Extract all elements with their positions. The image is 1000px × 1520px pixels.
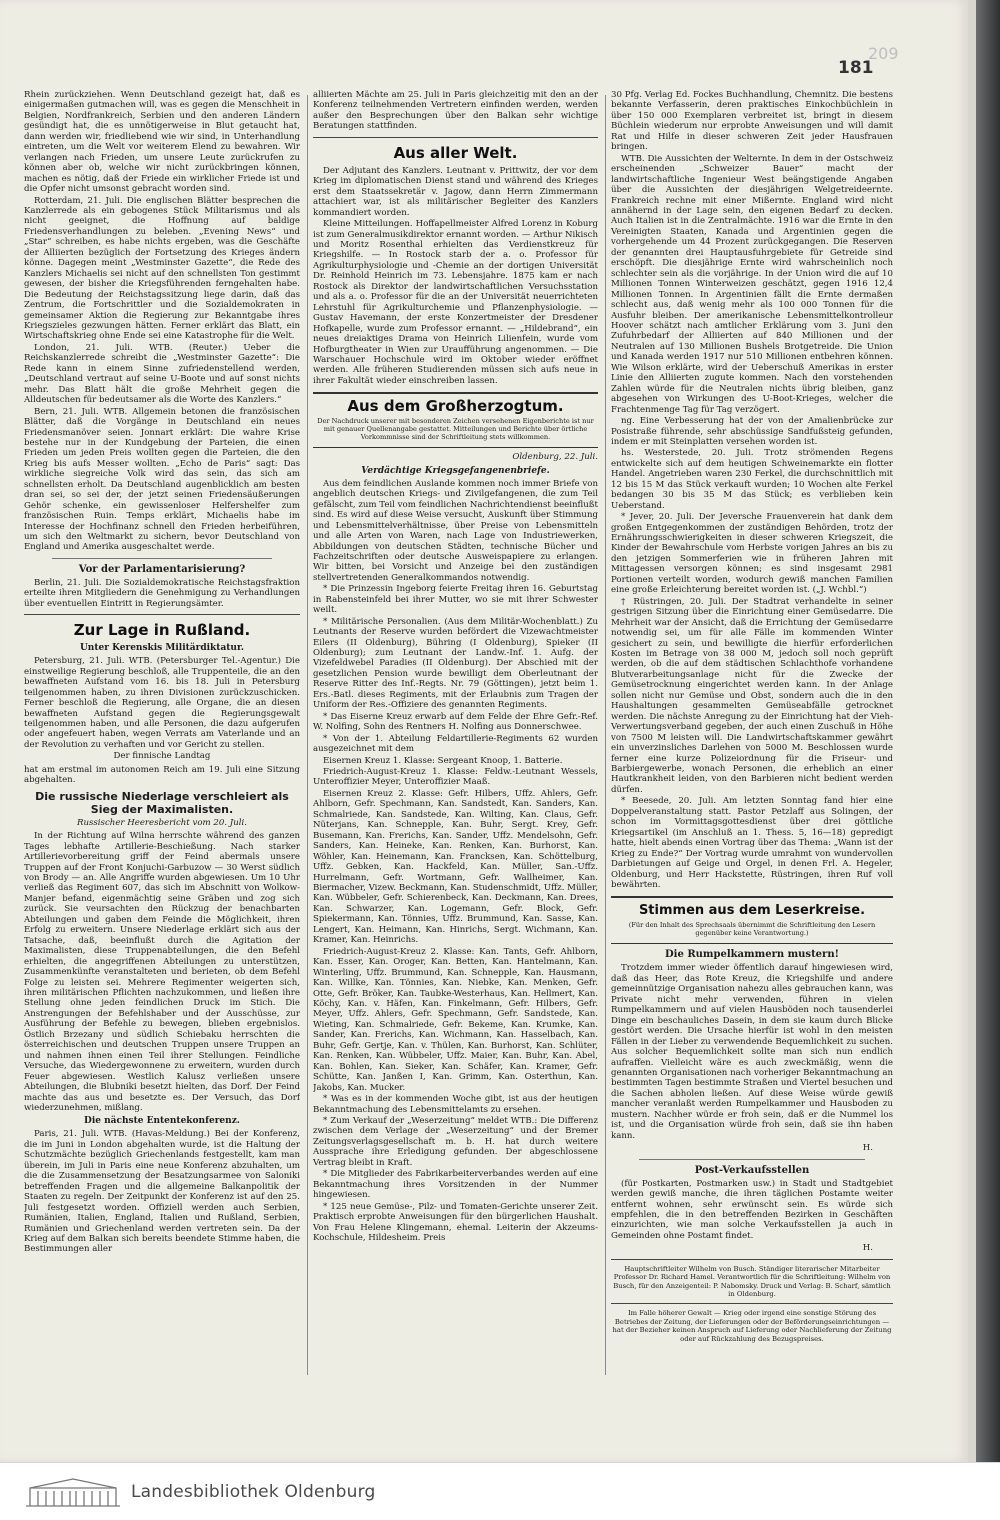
article-paragraph: Berlin, 21. Juli. Die Sozialdemokratische Reichstagsfraktion erteilte ihren Mitgliedern die Genehmigung zu Verhandlungen über eventuellen Eintritt in Regierungsämter.	[24, 577, 300, 609]
separator	[313, 137, 598, 138]
section-subheading: Unter Kerenskis Militärdiktatur.	[79, 643, 245, 654]
separator	[611, 1259, 893, 1260]
article-paragraph: * Die Mitglieder des Fabrikarbeiterverbandes werden auf eine Bekanntmachung ihres Vorsitzenden in der Nummer hingewiesen.	[313, 1169, 598, 1201]
article-paragraph: Petersburg, 21. Juli. WTB. (Petersburger Tel.-Agentur.) Die einstweilige Regierung beschloß, alle Truppenteile, die an den bewaffneten Aufstand vom 16. bis 18. Juli in Petersburg teilgenommen haben, zu ihren Divisionen zurückzuschicken. Ferner beschloß die Regierung, alle Organe, die an diesen bewaffneten Aufstand gegen die Regierungsgewalt teilgenommen haben, und alle Personen, die dazu aufgerufen oder angefeuert haben, wegen Verrats am Vaterlande und an der Revolution zu verhaften und vor Gericht zu stellen.	[24, 656, 300, 750]
article-paragraph: * 125 neue Gemüse-, Pilz- und Tomaten-Gerichte unserer Zeit. Praktisch erprobte Anweisungen für den bürgerlichen Haushalt. Von Frau Helene Klingemann, ehemal. Leiterin der Akzeums-Kochschule, Hildesheim. Preis	[313, 1201, 598, 1243]
section-heading: Aus aller Welt.	[393, 143, 518, 162]
section-subheading: Der finnische Landtag	[113, 751, 211, 762]
article-paragraph: 30 Pfg. Verlag Ed. Fockes Buchhandlung, Chemnitz. Die bestens bekannte Verfasserin, deren praktisches Einkochbüchlein in über 150 000 Exemplaren verbreitet ist, bringt in diesem Büchlein wiederum nur erprobte Anweisungen und will damit Rat und Hilfe in dieser schweren Zeit jeder Hausfrauen bringen.	[611, 90, 893, 153]
column-right	[611, 90, 893, 1428]
section-heading: Die russische Niederlage verschleiert als Sieg der Maximalisten.	[35, 789, 289, 816]
article-paragraph: Trotzdem immer wieder öffentlich darauf hingewiesen wird, daß das Heer, das Rote Kreuz, die Kriegshilfe und andere gemeinnützige Organisation nahezu alles gebrauchen kann, was Private nicht mehr verwenden, führen in vielen Rumpelkammern und auf vielen Hausböden noch tausenderlei Dinge ein beschauliches Dasein, in dem sie kaum durch Blicke gestört werden. Die Ursache hierfür ist wohl in den meisten Fällen in der Lieber zu verwendende Bequemlichkeit zu suchen. Aus solcher Bequemlichkeit sollte man sich nun endlich aufraffen. Vielleicht wäre es auch zweckmäßig, wenn die genannten Organisationen nach vorheriger Bekanntmachung an bestimmten Tagen bestimmte Straßen und Viertel besuchen und die Sachen abholen ließen. Auf diese Weise würde gewiß mancher veranlaßt werden Rumpelkammer und Hausboden zu mustern. Nachher würde er froh sein, daß er die Nummel los ist, und die Organisation würde froh sein, daß sie ihn haben kann.	[611, 963, 893, 1141]
separator	[24, 614, 300, 615]
article-paragraph: * Das Eiserne Kreuz erwarb auf dem Felde der Ehre Gefr.-Ref. W. Nolfing, Sohn des Rentners H. Nolfing aus Donnerschwee.	[313, 711, 598, 733]
article-paragraph: Eisernen Kreuz 1. Klasse: Sergeant Knoop, 1. Batterie.	[323, 755, 563, 766]
article-paragraph: Paris, 21. Juli. WTB. (Havas-Meldung.) Bei der Konferenz, die im Juni in London abgehalten wurde, ist die Haltung der Schutzmächte bezüglich Griechenlands festgestellt, kam man überein, im Juli in Paris eine neue Konferenz abzuhalten, um die die Zusammensetzung der Besatzungsarmee von Saloniki betreffenden Fragen und die allgemeine Balkanpolitik der Staaten zu regeln. Der Zeitpunkt der Konferenz ist auf den 25. Juli festgesetzt worden. Offiziell werden auch Serbien, Rumänien, Italien, England, Italien und Rußland, Serbien, Rumänien und Griechenland werden vertreten sein. Da der Krieg auf dem Balkan sich bereits beendete Stimme haben, die Bestimmungen aller	[24, 1129, 300, 1255]
separator	[639, 1159, 865, 1160]
article-paragraph: ng. Eine Verbesserung hat der von der Amalienbrücke zur Posistraße führende, sehr abschüssige Sandfußsteig gefunden, indem er mit Steinplatten versehen worden ist.	[611, 416, 893, 447]
article-paragraph: hat am erstmal im autonomen Reich am 19. Juli eine Sitzung abgehalten.	[24, 764, 300, 786]
book-edge-shadow	[976, 0, 1000, 1462]
article-paragraph: * Die Prinzessin Ingeborg feierte Freitag ihren 16. Geburtstag in Rabensteinfeld bei ihrer Mutter, wo sie mit ihrer Schwester weilt.	[313, 584, 598, 616]
section-heading: Vor der Parlamentarisierung?	[78, 563, 246, 575]
article-paragraph: Friedrich-August-Kreuz 1. Klasse: Feldw.-Leutnant Wessels, Unteroffizier Meyer, Unteroffizier Maaß.	[313, 767, 598, 788]
article-paragraph: alliierten Mächte am 25. Juli in Paris gleichzeitig mit den an der Konferenz teilnehmenden Vertretern einfinden werden, werden außer den Besprechungen über den Balkan sehr wichtige Beratungen stattfinden.	[313, 90, 598, 132]
section-banner	[313, 392, 598, 448]
article-paragraph: London, 21. Juli. WTB. (Reuter.) Ueber die Reichskanzlerrede schreibt die „Westminster Gazette“: Die Rede kann in einem Sinne zufriedenstellend werden, „Deutschland vertraut auf seine U-Boote und auf sonst nichts mehr. Das Blatt hält die große Mehrheit gegen die Alldeutschen für bedeutsamer als die Worte des Kanzlers.“	[24, 342, 300, 406]
section-heading: Stimmen aus dem Leserkreise.	[638, 903, 866, 919]
article-paragraph: * Militärische Personalien. (Aus dem Militär-Wochenblatt.) Zu Leutnants der Reserve wurden befördert die Vizewachtmeister Eilers (II Oldenburg), Bühring (I Oldenburg), Spieker (II Oldenburg); zum Leutnant der Landw.-Inf. 1. Aufg. der Vizefeldwebel Paradies (II Oldenburg). Der Abschied mit der gesetzlichen Pension wurde bewilligt dem Oberleutnant der Reserve Ritter des Inf.-Regts. Nr. 79 (Göttingen), jetzt beim 1. Ers.-Batl. dieses Regiments, mit der Erlaubnis zum Tragen der Uniform der Res.-Offiziere des genannten Regiments.	[313, 616, 598, 711]
section-subheading: Die Rumpelkammern mustern!	[665, 949, 839, 961]
page-number: 181	[838, 58, 874, 78]
section-banner	[611, 896, 893, 944]
article-paragraph: † Rüstringen, 20. Juli. Der Stadtrat verhandelte in seiner gestrigen Sitzung über die Einrichtung einer Gemüsedarre. Die Mehrheit war der Ansicht, daß die Errichtung der Gemüsedarre notwendig sei, um für alle Fälle im kommenden Winter gesichert zu sein, und bewilligte die hierfür erforderlichen Kosten im Betrage von 38 000 M, jedoch soll noch geprüft werden, ob die auf dem städtischen Schlachthofe vorhandene Blutverarbeitungsanlage nicht für die Zwecke der Gemüsetrocknung eingerichtet werden kann. In der Anlage sollen nicht nur Gemüse und Obst, sondern auch die in den Haushaltungen gesammelten Gemüseabfälle getrocknet werden. Die nächste Anregung zu der Einrichtung hat der Vieh-Verwertungsverband gegeben, der auch einen Zuschuß in Höhe von 7500 M leisten will. Die Landwirtschaftskammer gewährt ein unverzinsliches Darlehen von 5000 M. Beschlossen wurde ferner eine kurze Polizeiordnung für die Friseur- und Barbiergewerbe, wonach Personen, die erheblich an einer Hautkrankheit leiden, von den Barbieren nicht bedient werden dürfen.	[611, 596, 893, 795]
article-paragraph: (für Postkarten, Postmarken usw.) in Stadt und Stadtgebiet werden gewiß manche, die ihren täglichen Postamte weiter entfernt wohnen, sehr erwünscht sein. Es würde sich empfehlen, die in den betreffenden Bezirken in Geschäften einzurichten, wie man solche Verkaufsstellen ja auch in Gemeinden ohne Postamt findet.	[611, 1178, 893, 1241]
section-heading: Aus dem Großherzogtum.	[347, 397, 564, 416]
column-middle	[313, 90, 598, 1428]
imprint: Hauptschriftleiter Wilhelm von Busch. Ständiger literarischer Mitarbeiter Professor Dr. Richard Hamel. Verantwortlich für die Schriftleitung: Wilhelm von Busch, für den Anzeigenteil: P. Nabomsky. Druck und Verlag: B. Scharf, sämtlich in Oldenburg.	[613, 1264, 891, 1298]
article-paragraph: * Beesede, 20. Juli. Am letzten Sonntag fand hier eine Doppelveranstaltung statt. Pastor Petzlaff aus Solingen, der schon im Vormittagsgottesdienst über drei göttliche Kriegsartikel (im Anschluß an 1. Thess. 5, 16—18) gepredigt hatte, hielt abends einen Vortrag über das Thema: „Wann ist der Krieg zu Ende?“ Der Vortrag wurde umrahmt von wundervollen Darbietungen auf Geige und Orgel, in denen Frl. A. Hegeler, Oldenburg, und Herr Hackstette, Rüstringen, ihren Ruf voll bewährten.	[611, 796, 893, 890]
article-paragraph: Der Adjutant des Kanzlers. Leutnant v. Prittwitz, der vor dem Krieg im diplomatischen Dienst stand und während des Krieges erst dem Staatssekretär v. Jagow, dann Herrn Zimmermann attachiert war, ist als militärischer Begleiter des Kanzlers kommandiert worden.	[313, 165, 598, 218]
article-paragraph: * Zum Verkauf der „Weserzeitung“ meldet WTB.: Die Differenz zwischen dem Verlage der „Weserzeitung“ und der Bremer Zeitungsverlagsgesellschaft m. b. H. hat durch weitere Aussprache ihre Erledigung gefunden. Der abgeschlossene Vertrag bleibt in Kraft.	[313, 1115, 598, 1168]
page-number-ghost: 209	[868, 44, 899, 63]
column-divider	[307, 95, 308, 1375]
section-subheading: Verdächtige Kriegsgefangenenbriefe.	[361, 465, 550, 476]
article-paragraph: Bern, 21. Juli. WTB. Allgemein betonen die französischen Blätter, daß die Vorgänge in Deutschland ein neues Friedensmanöver seien. Jonnart erklärt: Die wahre Krise bestehe nur in der Kundgebung der Parteien, die einen Frieden um jeden Preis wollten gegen die Parteien, die den Krieg bis aufs Messer wollten. „Echo de Paris“ sagt: Das wirkliche siegreiche Volk wird das sein, das sich am schnellsten erholt. Da Deutschland augenblicklich am besten dran sei, so sei der, der jetzt seinen Friedensäußerungen Gehör schenke, ein gewissenloser Helfershelfer zum französischen Ruin. Temps erklärt, Michaelis habe im Interesse der Hochfinanz schnell den Frieden herbeiführen, um sich den Weltmarkt zu sichern, bevor Deutschland von England und Amerika ausgeschaltet werde.	[24, 406, 300, 553]
article-paragraph: Kleine Mitteilungen. Hoffapellmeister Alfred Lorenz in Koburg ist zum Generalmusikdirektor ernannt worden. — Arthur Nikisch und Moritz Rosenthal erhielten das Verdienstkreuz für Kriegshilfe. — In Rostock starb der a. o. Professor für Agrikulturphysiologie und -Chemie an der dortigen Universität Dr. Reinhold Heinrich im 73. Lebensjahre. 1875 kam er nach Rostock als Direktor der landwirtschaftlichen Versuchsstation und als a. o. Professor für die an der Universität neuerrichteten Lehrstuhl für Agrikulturchemie und Pflanzenphysiologie. — Gustav Havemann, der erste Konzertmeister der Dresdener Hofkapelle, wurde zum Professor ernannt. — „Hildebrand“, ein neues dreiaktiges Drama von Heinrich Lilienfein, wurde vom Hofburgtheater in Wien zur Uraufführung angenommen. — Die Warschauer Hochschule wird im Oktober wieder eröffnet werden. Alle früheren Studierenden müssen sich aufs neue in ihrer Fakultät wieder einschreiben lassen.	[313, 219, 598, 386]
article-paragraph: Aus dem feindlichen Auslande kommen noch immer Briefe von angeblich deutschen Kriegs- und Zivilgefangenen, die zum Teil gefälscht, zum Teil vom feindlichen Nachrichtendienst beeinflußt sind. Es wird auf diese Weise versucht, Auskunft über Stimmung und Lebensmittelverhältnisse, über Preise von Lebensmitteln und alle Arten von Waren, nach Lage von Industriewerken, Abbildungen von deutschen Städten, technische Bücher und Fachzeitschriften oder deutsche Ausweispapiere zu erlangen. Wir bitten, bei Vorsicht und Anzeige bei den zuständigen stellvertretenden Generalkommandos notwendig.	[313, 478, 598, 583]
article-paragraph: * Jever, 20. Juli. Der Jeversche Frauenverein hat dank dem großen Entgegenkommen der zuständigen Behörden, trotz der Ernährungsschwierigkeiten in dieser schweren Kriegszeit, die Kinder der Bewahrschule vom Herbste vorigen Jahres an bis zu den jetzigen Sommerferien wie in früheren Jahren mit Mittagessen versorgen können; es sind insgesamt 2981 Portionen verteilt worden, wodurch gewiß manchen Familien eine große Erleichterung bereitet worden ist. („J. Wchbl.“)	[611, 512, 893, 596]
force-majeure-notice: Im Falle höherer Gewalt — Krieg oder irgend eine sonstige Störung des Betriebes der Zeitung, der Lieferungen oder der Beförderungseinrichtungen — hat der Bezieher keinen Anspruch auf Lieferung oder Nachlieferung der Zeitung oder auf Rückzahlung des Bezugspreises.	[612, 1309, 892, 1343]
library-name: Landesbibliothek Oldenburg	[131, 1482, 376, 1502]
section-heading: Zur Lage in Rußland.	[73, 621, 251, 640]
article-paragraph: hs. Westerstede, 20. Juli. Trotz strömenden Regens entwickelte sich auf dem heutigen Schweinemarkte ein flotter Handel. Angetrieben waren 230 Ferkel, die durchschnittlich mit 12 bis 15 M das Stück verkauft wurden; 10 Wochen alte Ferkel bedangen 30 bis 35 M das Stück; es verblieben kein Ueberstand.	[611, 448, 893, 511]
article-paragraph: * Was es in der kommenden Woche gibt, ist aus der heutigen Bekanntmachung des Lebensmittelamts zu ersehen.	[313, 1094, 598, 1115]
separator	[611, 1303, 893, 1304]
page-edge	[968, 0, 976, 1462]
article-paragraph: In der Richtung auf Wilna herrschte während des ganzen Tages lebhafte Artillerie-Beschießung. Nach starker Artillerievorbereitung griff der Feind abermals unsere Truppen auf der Front Konjuchi-Garbuzow — 30 Werst südlich von Brody — an. Alle Angriffe wurden abgewiesen. Um 10 Uhr verließ das Regiment 607, das sich im Abschnitt von Wolkow-Manjer befand, eigenmächtig seine Gräben und zog sich zurück. Sie veursachten den Rückzug der benachbarten Abteilungen und gaben dem Feinde die Möglichkeit, ihren Erfolg zu erweitern. Unsere Niederlage erklärt sich aus der Tatsache, daß, beeinflußt durch die Agitation der Maximalisten, diese Truppenabteilungen, die den Befehl erhielten, die angegriffenen Abteilungen zu unterstützen, Zusammenkünfte veranstalteten und berieten, ob dem Befehl Folge zu leisten sei. Mehrere Regimenter weigerten sich, ihren militärischen Pflichten nachzukommen, und ließen ihre Stellung ohne jeden feindlichen Druck im Stich. Die Anstrengungen der Befehlshaber und der Ausschüsse, zur Ausführung der Befehle zu bewegen, blieben ergebnislos. Östlich Brzezany und südlich Schiebaku herrschten die österreichischen und deutschen Truppen unsere Truppen an und nahmen ihnen einen Teil ihrer Stellungen. Feindliche Versuche, das Wiedergewonnene zu erweitern, wurden durch Feuer abgewiesen. Westlich Kalusz verließen unsere Abteilungen, die Blubniki besetzt hielten, das Dorf. Der Feind machte das aus und besetzte es. Der Versuch, das Dorf wiederzunehmen, mißlang.	[24, 831, 300, 1113]
author-signature: H.	[862, 1143, 873, 1154]
column-left	[24, 90, 300, 1428]
editorial-disclaimer: (Für den Inhalt des Sprechsaals übernimmt die Schriftleitung den Lesern gegenüber keine Verantwortung.)	[628, 921, 876, 938]
section-heading: Post-Verkaufsstellen	[694, 1164, 810, 1176]
author-signature: H.	[862, 1243, 873, 1254]
separator	[52, 558, 272, 559]
article-paragraph: Rhein zurückziehen. Wenn Deutschland gezeigt hat, daß es einigermaßen gutmachen will, was es gegen die Menschheit in Belgien, Nordfrankreich, Serbien und den anderen Ländern gesündigt hat, die es unnötigerweise in Blut getaucht hat, dann werden wir, friedliebend wie wir sind, in Unterhandlung eintreten, um die Welt vor weiterem Elend zu bewahren. Wir verlangen nach Frieden, um unsere Leute zurückrufen zu können aber ob, welche wir nicht zurückbringen können, machen es nötig, daß der Friede ein wirklicher Friede ist und die Opfer nicht umsonst gebracht worden sind.	[24, 90, 300, 195]
library-footer	[0, 1462, 1000, 1520]
section-heading: Die nächste Ententekonferenz.	[84, 1116, 240, 1127]
column-divider	[605, 95, 606, 1375]
dateline: Oldenburg, 22. Juli.	[512, 452, 598, 463]
article-paragraph: Eisernen Kreuz 2. Klasse: Gefr. Hilbers, Uffz. Ahlers, Gefr. Ahlborn, Gefr. Spechmann, Kan. Sandstedt, Kan. Sanders, Kan. Schmalriede, Kan. Sandstede, Kan. Wilting, Kan. Claus, Gefr. Nüterjans, Kan. Schnepple, Kan. Buhr, Sergt. Krey, Gefr. Busemann, Kan. Frerichs, Kan. Sander, Uffz. Mendelsohn, Gefr. Sanders, Kan. Heineke, Kan. Renken, Kan. Burhorst, Kan. Wöhler, Kan. Heinemann, Kan. Francksen, Kan. Schöttelburg, Uffz. Gebken, Kan. Hackfeld, Kan. Müller, San.-Uffz. Hurrelmann, Gefr. Wortmann, Gefr. Wallheimer, Kan. Biermacher, Vizew. Beckmann, Kan. Studenschmidt, Uffz. Müller, Kan. Wübbeler, Gefr. Schierenbeck, Kan. Deckmann, Kan. Drees, Kan. Schwarzer, Kan. Logemann, Gefr. Block, Gefr. Spiekermann, Kan. Tönnies, Uffz. Brummund, Kan. Sasse, Kan. Lengert, Kan. Heimann, Kan. Hinrichs, Sergt. Wichmann, Kan. Kramer, Kan. Heinrichs.	[313, 788, 598, 946]
article-paragraph: Rotterdam, 21. Juli. Die englischen Blätter besprechen die Kanzlerrede als ein gebogenes Stück Militarismus und als nicht geeignet, die Hoffnung auf baldige Friedensverhandlungen zu beleben. „Evening News“ und „Star“ schreiben, es habe nichts ergeben, was die Geschäfte der Alliierten bezüglich der Fortsetzung des Krieges ändern könne. Dagegen meint „Westminster Gazette“, die Rede des Kanzlers Michaelis sei nicht auf den schnellsten Ton gestimmt gewesen, der bisher die Kriegsführenden ferngehalten habe. Die Bedeutung der Reichstagssitzung liege darin, daß das Zentrum, die Fortschrittler und die Sozialdemokraten in gemeinsamer Aktion die Regierung zur Bekanntgabe ihres Kriegszieles gezwungen hätten. Ferner erklärt das Blatt, ein Wirtschaftskrieg ohne Ende sei eine Katastrophe für die Welt.	[24, 195, 300, 342]
reprint-notice: Der Nachdruck unserer mit besonderen Zeichen versehenen Eigenberichte ist nur mit genauer Quellenangabe gestattet. Mitteilungen und Berichte über örtliche Vorkommnisse sind der Schriftleitung stets willkommen.	[317, 417, 594, 442]
article-paragraph: * Von der 1. Abteilung Feldartillerie-Regiments 62 wurden ausgezeichnet mit dem	[313, 733, 598, 755]
article-paragraph: Friedrich-August-Kreuz 2. Klasse: Kan. Tants, Gefr. Ahlborn, Kan. Esser, Kan. Oroger, Kan. Betten, Kan. Hantelmann, Kan. Winterling, Uffz. Brummund, Kan. Schnepple, Kan. Hausmann, Kan. Willke, Kan. Tönnies, Kan. Niebke, Kan. Menken, Gefr. Otte, Gefr. Bröker, Kan. Taubke-Westerhaus, Kan. Hellmert, Kan. Köchy, Kan. v. Häfen, Kan. Finkelmann, Gefr. Hilbers, Gefr. Meyer, Uffz. Ahlers, Gefr. Spechmann, Gefr. Sandstede, Kan. Wieting, Kan. Schmalriede, Gefr. Bekeme, Kan. Krumke, Kan. Sander, Kan. Frerichs, Kan. Wichmann, Kan. Hasselbach, Kan. Buhr, Gefr. Gertje, Kan. v. Thülen, Kan. Burhorst, Kan. Schlüter, Kan. Renken, Kan. Wübbeler, Uffz. Maier, Kan. Buhr, Kan. Abel, Kan. Bohlen, Kan. Sieker, Kan. Schäfer, Kan. Kramer, Gefr. Schütte, Kan. Janßen I, Kan. Grimm, Kan. Osterthun, Kan. Jakobs, Kan. Mucker.	[313, 946, 598, 1093]
article-paragraph: WTB. Die Aussichten der Welternte. In dem in der Ostschweiz erscheinenden „Schweizer Bauer“ macht der landwirtschaftliche Ingenieur West beängstigende Angaben über die Aussichten der diesjährigen Welgetreideernte. Frankreich rechne mit einer Mißernte. England wird nicht annähernd in der Lage sein, den eigenen Bedarf zu decken. Auch Italien ist in die Zentralmächte. 1916 war die Ernte in den Vereinigten Staaten, Kanada und Argentinien gegen die vorhergehende um 44 Prozent zurückgegangen. Die Reserven der genannten drei Hauptausfuhrgebiete für Getreide sind erschöpft. Die diesjährige Ernte wird wahrscheinlich noch schlechter sein als die vorjährige. In der Union wird die auf 10 Millionen Tonnen Winterweizen geschätzt, gegen 1916 12,4 Millionen Tonnen. In Argentinien fällt die Ernte dermaßen schlecht aus, daß wenig mehr als 100 000 Tonnen für die Ausfuhr bleiben. Der amerikanische Lebensmittelkontrolleur Hoover schätzt nach amtlicher Erklärung vom 3. Juni den Zufuhrbedarf der Alliierten auf 840 Millionen und der Neutralen auf 130 Millionen Bushels Brotgetreide. Die Union und Kanada werden 1917 nur 510 Millionen entbehren können. Wie Wilson erklärte, wird der Ueberschuß Amerikas in erster Linie den Alliierten zugute kommen. Nach den vorstehenden Zahlen würde für die Neutralen nichts übrig bleiben, ganz abgesehen von Wirkungen des U-Boot-Krieges, welcher die Frachtenmenge Tag für Tag verzögert.	[611, 153, 893, 415]
section-subheading: Russischer Heeresbericht vom 20. Juli.	[76, 817, 248, 828]
library-building-logo-icon	[24, 1476, 122, 1508]
